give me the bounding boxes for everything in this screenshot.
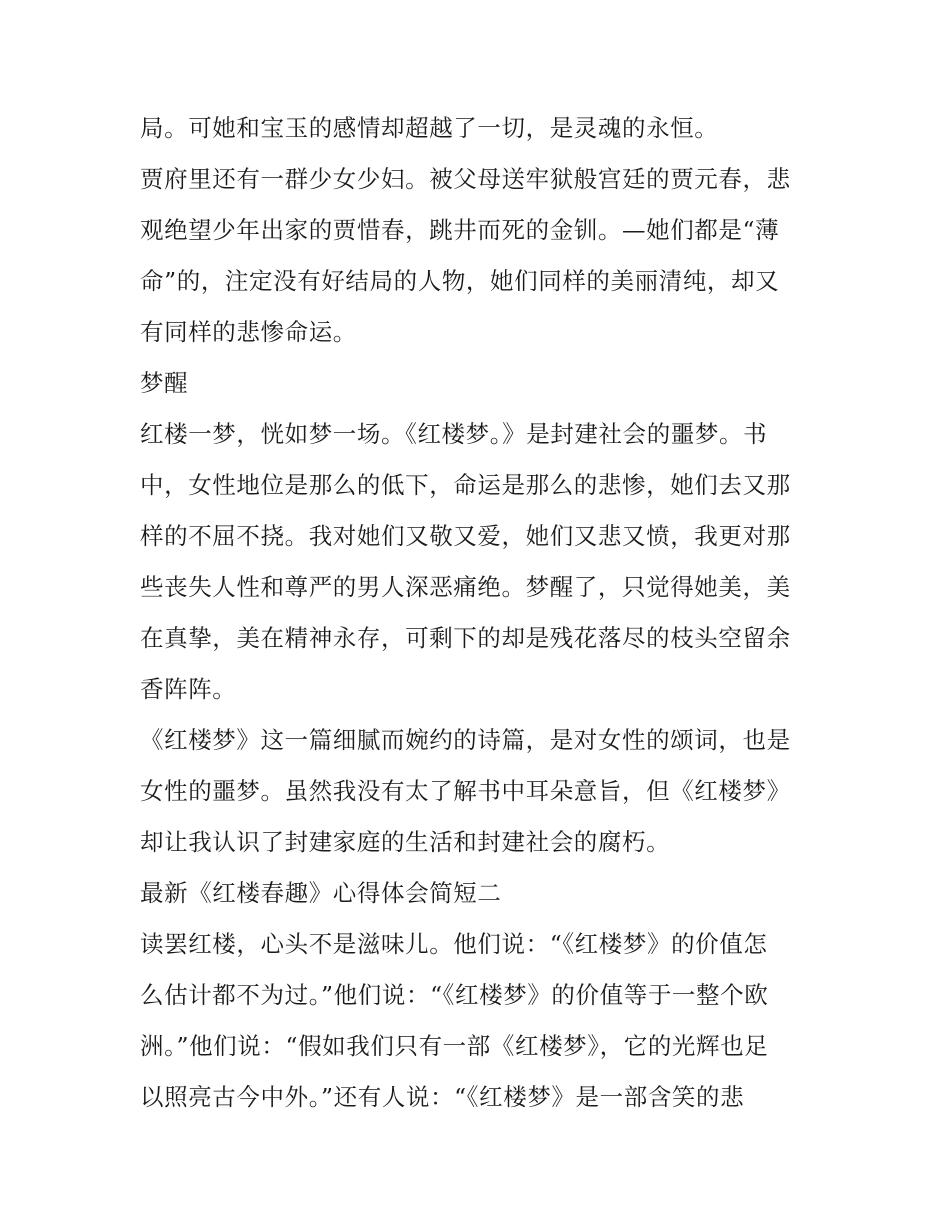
text-line: 有同样的悲惨命运。 [140, 318, 357, 346]
text-line: 读罢红楼，心头不是滋味儿。他们说：“《红楼梦》的价值怎 [140, 930, 768, 958]
text-line: 观绝望少年出家的贾惜春，跳井而死的金钏。—她们都是“薄 [140, 216, 780, 244]
text-line: 以照亮古今中外。”还有人说：“《红楼梦》是一部含笑的悲 [140, 1083, 745, 1111]
section-heading: 最新《红楼春趣》心得体会简短二 [140, 879, 502, 907]
text-line: 红楼一梦，恍如梦一场。《红楼梦。》是封建社会的噩梦。书 [140, 420, 768, 448]
text-line: 么估计都不为过。”他们说：“《红楼梦》的价值等于一整个欧 [140, 981, 769, 1009]
document-body [140, 103, 820, 1123]
text-line: 《红楼梦》这一篇细腻而婉约的诗篇，是对女性的颂词，也是 [140, 726, 791, 754]
text-line: 些丧失人性和尊严的男人深恶痛绝。梦醒了，只觉得她美，美 [140, 573, 791, 601]
text-line: 贾府里还有一群少女少妇。被父母送牢狱般宫廷的贾元春，悲 [140, 165, 791, 193]
text-line: 女性的噩梦。虽然我没有太了解书中耳朵意旨，但《红楼梦》 [140, 777, 791, 805]
text-line: 却让我认识了封建家庭的生活和封建社会的腐朽。 [140, 828, 671, 856]
text-line: 样的不屈不挠。我对她们又敬又爱，她们又悲又愤，我更对那 [140, 522, 791, 550]
text-line: 在真挚，美在精神永存，可剩下的却是残花落尽的枝头空留余 [140, 624, 791, 652]
text-line: 中，女性地位是那么的低下，命运是那么的悲惨，她们去又那 [140, 471, 791, 499]
text-line: 洲。”他们说：“假如我们只有一部《红楼梦》，它的光辉也足 [140, 1032, 769, 1060]
section-heading: 梦醒 [140, 369, 189, 397]
text-line: 局。可她和宝玉的感情却超越了一切，是灵魂的永恒。 [140, 114, 719, 142]
text-line: 香阵阵。 [140, 675, 237, 703]
text-line: 命”的，注定没有好结局的人物，她们同样的美丽清纯，却又 [140, 267, 780, 295]
